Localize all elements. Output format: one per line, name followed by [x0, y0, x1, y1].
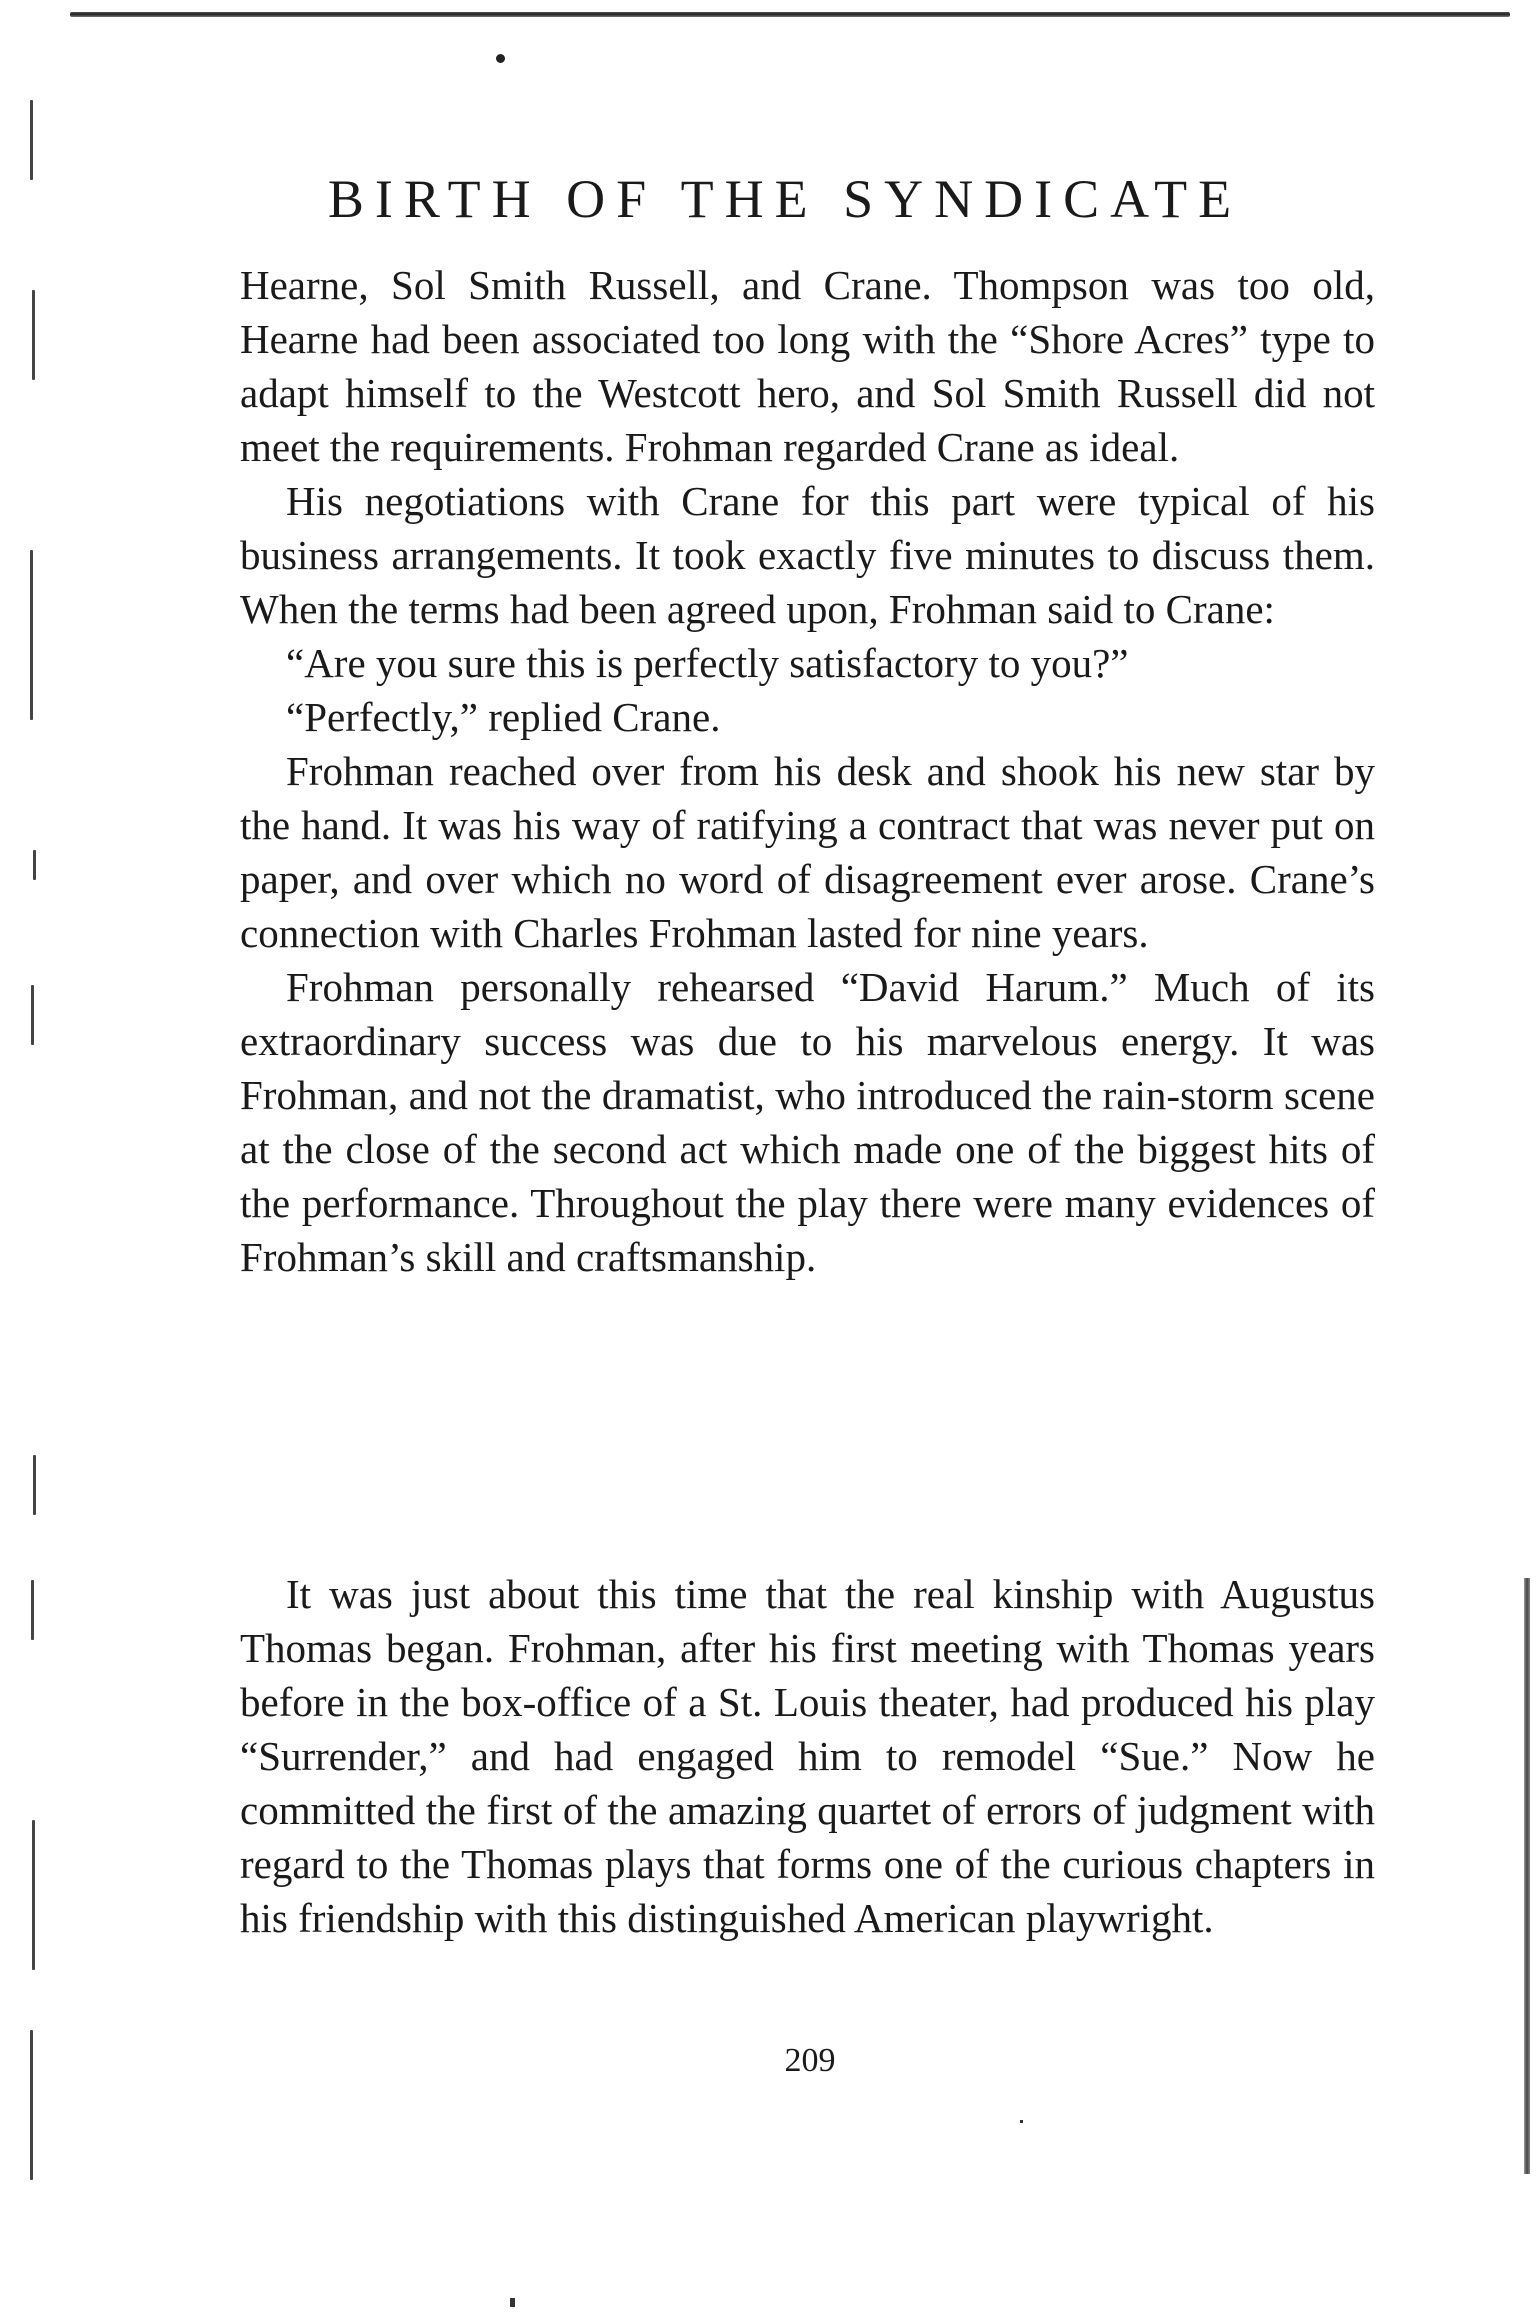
- right-edge-scan-bar: [1524, 1578, 1530, 2174]
- paragraph: Frohman reached over from his desk and shook his new star by the hand. It was his way of ratifying a contract that was never put on paper, and over which no word of disagreement ever arose. Crane’s connection with Charles Frohman lasted for nine years.: [240, 748, 1375, 956]
- scan-dot: [496, 54, 505, 63]
- margin-scan-mark: [32, 290, 35, 380]
- margin-scan-mark: [33, 850, 36, 880]
- page-number: 209: [784, 2042, 836, 2079]
- paragraph: Hearne, Sol Smith Russell, and Crane. Thompson was too old, Hearne had been associated too long with the “Shore Acres” type to adapt himself to the Westcott hero, and Sol Smith Russell did not meet the requirements. Frohman regarded Crane as ideal.: [240, 262, 1375, 470]
- text-block-section: [240, 1567, 1375, 1945]
- margin-scan-mark: [33, 1455, 36, 1515]
- paragraph: “Perfectly,” replied Crane.: [286, 694, 721, 740]
- top-rule-scan-artifact: [70, 12, 1510, 17]
- margin-scan-mark: [30, 100, 33, 180]
- margin-scan-mark: [31, 1580, 34, 1640]
- paragraph: “Are you sure this is perfectly satisfactory to you?”: [286, 640, 1129, 686]
- margin-scan-mark: [32, 1820, 35, 1970]
- margin-scan-mark: [31, 985, 34, 1045]
- running-header: BIRTH OF THE SYNDICATE: [327, 169, 1243, 229]
- paragraph: It was just about this time that the real kinship with Augustus Thomas began. Frohman, after his first meeting with Thomas years before in the box-office of a St. Louis theater, had produced his play “Surrender,” and had engaged him to remodel “Sue.” Now he committed the first of the amazing quartet of errors of judgment with regard to the Thomas plays that forms one of the curious chapters in his friendship with this distinguished American playwright.: [240, 1571, 1375, 1941]
- margin-scan-mark: [30, 550, 33, 720]
- text-block-main: [240, 258, 1375, 1284]
- scan-speck: [510, 2298, 515, 2307]
- paragraph: Frohman personally rehearsed “David Harum.” Much of its extraordinary success was due to his marvelous energy. It was Frohman, and not the dramatist, who introduced the rain-storm scene at the close of the second act which made one of the biggest hits of the performance. Throughout the play there were many evidences of Frohman’s skill and craftsmanship.: [240, 964, 1375, 1280]
- paragraph: His negotiations with Crane for this part were typical of his business arrangements. It took exactly five minutes to discuss them. When the terms had been agreed upon, Frohman said to Crane:: [240, 478, 1375, 632]
- scan-speck: [1020, 2120, 1023, 2123]
